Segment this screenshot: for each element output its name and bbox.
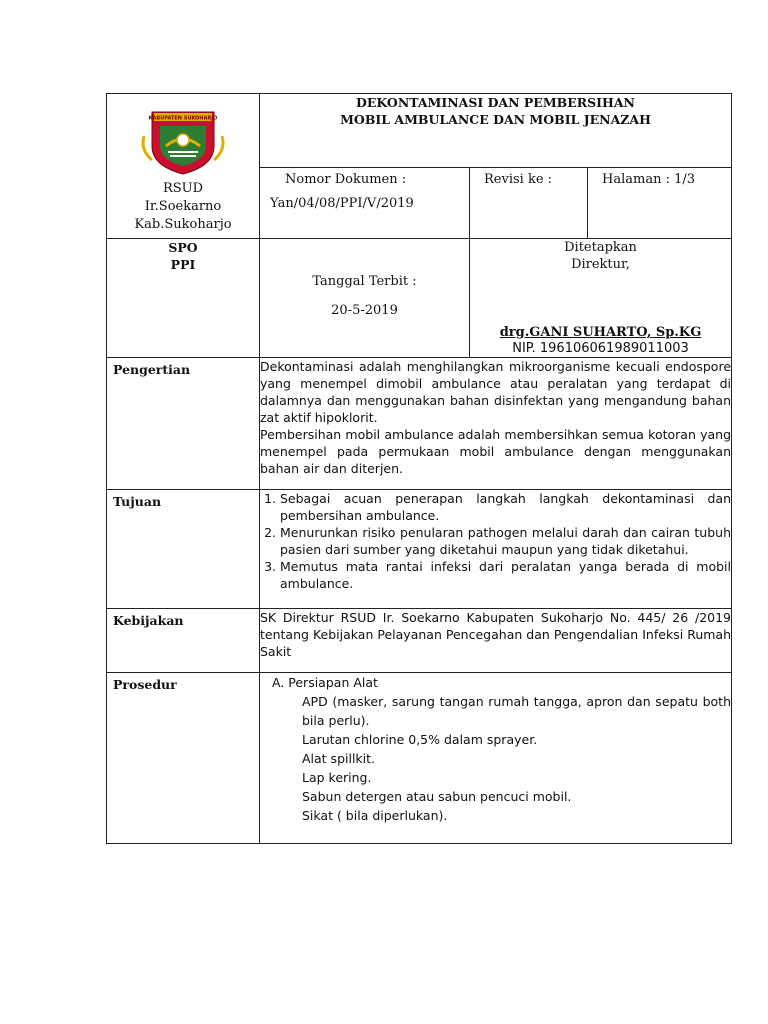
doc-number-cell [260, 168, 470, 239]
prosedur-text [260, 673, 732, 844]
director-name: drg.GANI SUHARTO, Sp.KG [499, 325, 702, 340]
spo-table [106, 93, 732, 844]
regency-logo [138, 102, 228, 176]
hospital-name: RSUD [162, 181, 204, 196]
spo-cell [107, 239, 260, 358]
tujuan-item: 2. Menurunkan risiko penularan pathogen melalui darah dan cairan tubuh pasien dari sumber yang diketahui maupun yang tidak diketahui. [280, 524, 731, 558]
pengertian-paragraph-2: Pembersihan mobil ambulance adalah membersihkan semua kotoran yang menempel pada permukaan mobil ambulance dengan menggunakan bahan air dan diterjen. [260, 427, 732, 476]
document-title [260, 94, 732, 168]
issue-date-label: Tanggal Terbit : [312, 274, 417, 289]
prosedur-item: Sikat ( bila diperlukan). [302, 808, 448, 823]
pengertian-label: Pengertian [107, 358, 260, 490]
prosedur-item: APD (masker, sarung tangan rumah tangga, apron dan sepatu both bila perlu). [302, 694, 732, 728]
prosedur-label: Prosedur [107, 673, 260, 844]
director-title: Direktur, [571, 257, 630, 272]
prosedur-list [272, 692, 731, 825]
approval-cell [470, 239, 732, 358]
pengertian-text [260, 358, 732, 490]
revision-cell [470, 168, 588, 239]
prosedur-heading: A. Persiapan Alat [272, 675, 378, 690]
prosedur-item: Larutan chlorine 0,5% dalam sprayer. [302, 732, 538, 747]
pengertian-paragraph-1: Dekontaminasi adalah menghilangkan mikroorganisme kecuali endospore yang menempel dimobil ambulance atau peralatan yang terdapat di dalamnya dan menggunakan bahan disinfektan yang mengandung bahan zat aktif hipoklorit. [260, 359, 732, 425]
tujuan-label: Tujuan [107, 490, 260, 609]
page-cell [588, 168, 732, 239]
doc-number-label: Nomor Dokumen : [285, 172, 407, 187]
prosedur-item: Alat spillkit. [302, 751, 376, 766]
kebijakan-text: SK Direktur RSUD Ir. Soekarno Kabupaten Sukoharjo No. 445/ 26 /2019 tentang Kebijakan Pelayanan Pencegahan dan Pengendalian Infeksi Rumah Sakit [260, 609, 732, 673]
tujuan-text [260, 490, 732, 609]
director-nip: NIP. 196106061989011003 [512, 341, 689, 356]
title-line-1: DEKONTAMINASI DAN PEMBERSIHAN [356, 95, 635, 110]
logo-cell [107, 94, 260, 239]
tujuan-item: 3. Memutus mata rantai infeksi dari peralatan yanga berada di mobil ambulance. [280, 558, 731, 592]
issue-date-value: 20-5-2019 [331, 303, 398, 318]
page-label: Halaman : 1/3 [602, 172, 696, 187]
revision-label: Revisi ke : [484, 172, 553, 187]
tujuan-item: 1. Sebagai acuan penerapan langkah langkah dekontaminasi dan pembersihan ambulance. [280, 490, 731, 524]
kebijakan-label: Kebijakan [107, 609, 260, 673]
title-line-2: MOBIL AMBULANCE DAN MOBIL JENAZAH [340, 112, 651, 127]
approved-label: Ditetapkan [564, 240, 637, 255]
hospital-name-2: Ir.Soekarno [144, 199, 222, 214]
logo-banner: KABUPATEN SUKOHARJO [148, 115, 218, 122]
ppi-label: PPI [170, 257, 196, 272]
issue-date-cell [260, 239, 470, 358]
tujuan-list [260, 490, 731, 592]
prosedur-item: Sabun detergen atau sabun pencuci mobil. [302, 789, 572, 804]
prosedur-item: Lap kering. [302, 770, 372, 785]
hospital-location: Kab.Sukoharjo [134, 217, 232, 232]
doc-number-value: Yan/04/08/PPI/V/2019 [270, 196, 414, 211]
spo-label: SPO [168, 240, 198, 255]
